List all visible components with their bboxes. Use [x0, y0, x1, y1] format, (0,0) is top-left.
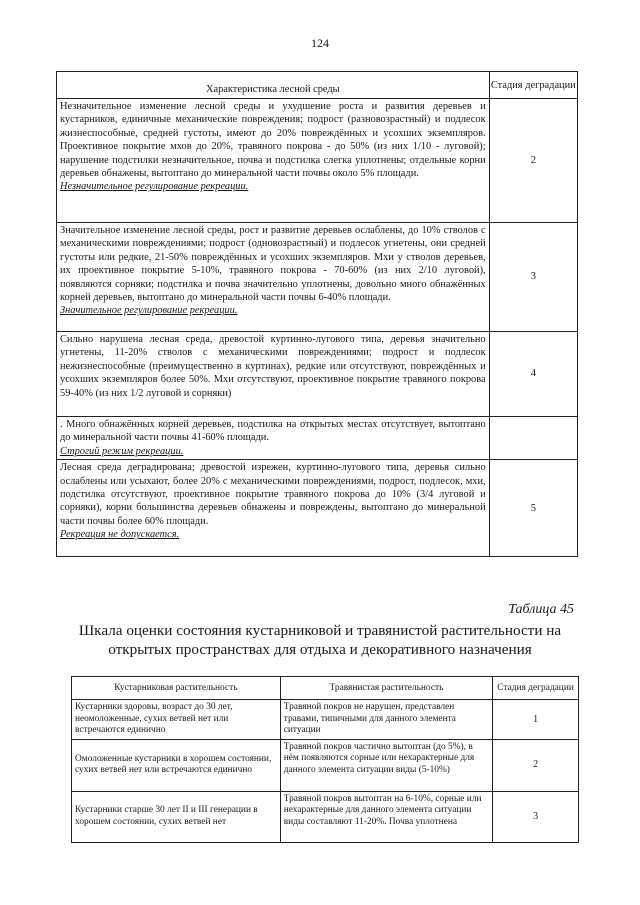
stage-cell: 4: [489, 332, 577, 417]
stage-cell: 2: [489, 99, 577, 223]
table-row: [57, 99, 578, 223]
row-text: Незначительное изменение лесной среды и ухудшение роста и развития деревьев и кустарников, единичные механические повреждения; подрост (разновозрастный) и подлесок жизнеспособные, средней густоты, имеют до 20% повреждённых и усохших экземпляров. Проективное покрытие мхов до 20%, травяного покрова - до 50% (из них 1/10 - луговой); нарушение подстилки незначительное, почва и подстилка слегка уплотнены; отдельные корни деревьев обнажены, вытоптано до минеральной части почвы около 5% площади.: [60, 101, 486, 180]
stage-cell: 1: [493, 700, 579, 740]
forest-description-cell: [57, 417, 490, 460]
grass-cell: Травяной покров не нарушен, представлен травами, типичными для данного элемента ситуации: [280, 700, 492, 740]
shrub-cell: Кустарники здоровы, возраст до 30 лет, неомоложенные, сухих ветвей нет или встречаются единично: [72, 700, 281, 740]
page-number: 124: [311, 36, 329, 50]
header-forest-characteristics: Характеристика лесной среды: [57, 72, 490, 99]
table-row: [57, 417, 578, 460]
table-title: Шкала оценки состояния кустарниковой и травянистой растительности на открытых пространствах для отдыха и декоративного назначения: [78, 622, 562, 658]
grass-cell: Травяной покров вытоптан на 6-10%, сорные или нехарактерные для данного элемента ситуации виды составляют 11-20%. Почва уплотнена: [280, 791, 492, 842]
table-row: [57, 460, 578, 557]
regulation-note: Рекреация не допускается.: [60, 529, 180, 541]
stage-cell: 5: [489, 460, 577, 557]
header-grass: Травянистая растительность: [280, 677, 492, 700]
forest-description-cell: [57, 99, 490, 223]
forest-description-cell: [57, 332, 490, 417]
row-text: . Много обнажённых корней деревьев, подстилка на открытых местах отсутствует, вытоптано до минеральной части почвы 41-60% площади.: [60, 419, 486, 444]
grass-cell: Травяной покров частично вытоптан (до 5%), в нём появляются сорные или нехарактерные для данного элемента ситуации виды (5-10%): [280, 739, 492, 791]
shrub-grass-scale-table: [71, 676, 579, 843]
regulation-note: Незначительное регулирование рекреации.: [60, 181, 249, 193]
stage-cell: 2: [493, 739, 579, 791]
table-row: [72, 739, 579, 791]
forest-description-cell: [57, 460, 490, 557]
table-row: [57, 332, 578, 417]
table-header-row: [72, 677, 579, 700]
table-row: [57, 223, 578, 332]
shrub-cell: Кустарники старше 30 лет II и III генерации в хорошем состоянии, сухих ветвей нет: [72, 791, 281, 842]
table-row: [72, 791, 579, 842]
shrub-cell: Омоложенные кустарники в хорошем состоянии, сухих ветвей нет или встречаются единично: [72, 739, 281, 791]
stage-cell: [489, 417, 577, 460]
regulation-note: Строгий режим рекреации.: [60, 445, 184, 457]
header-degradation-stage: Стадия деградации: [493, 677, 579, 700]
forest-degradation-table: [56, 71, 578, 557]
regulation-note: Значительное регулирование рекреации.: [60, 305, 238, 317]
row-text: Лесная среда деградирована; древостой изрежен, куртинно-лугового типа, деревья сильно ослаблены или усыхают, более 20% с механическими повреждениями, подрост, подлесок, мхи, подстилка отсутствуют, проективное покрытие травяного покрова до 10% (3/4 луговой и сорняки), корни большинства деревьев обнажены и повреждены, вытоптано до минеральной части почвы более 60% площади.: [60, 462, 486, 527]
header-degradation-stage: Стадия деградации: [489, 72, 577, 99]
table-row: [72, 700, 579, 740]
forest-description-cell: [57, 223, 490, 332]
header-shrubs: Кустарниковая растительность: [72, 677, 281, 700]
table-label: Таблица 45: [508, 602, 574, 617]
stage-cell: 3: [489, 223, 577, 332]
row-text: Сильно нарушена лесная среда, древостой куртинно-лугового типа, деревья значительно угнетены, 11-20% стволов с механическими повреждениями; подрост и подлесок нежизнеспособные (преимущественно в куртинах), редкие или отсутствуют, повреждённых и усохших экземпляров более 50%. Мхи отсутствуют, проективное покрытие травяного покрова 59-40% (из них 1/2 луговой и сорняки): [60, 334, 486, 399]
stage-cell: 3: [493, 791, 579, 842]
row-text: Значительное изменение лесной среды, рост и развитие деревьев ослаблены, до 10% стволов с механическими повреждениями; подрост (одновозрастный) и подлесок угнетены, они средней густоты или редкие, 21-50% повреждённых и усохших экземпляров. Мхи у стволов деревьев, их проективное покрытие 5-10%, травяного покрова - 70-60% (из них 2/10 луговой), появляются сорняки; подстилка и почва значительно уплотнены, довольно много обнажённых корней деревьев, вытоптано до минеральной части почвы 6-40% площади.: [60, 225, 486, 304]
table-header-row: [57, 72, 578, 99]
